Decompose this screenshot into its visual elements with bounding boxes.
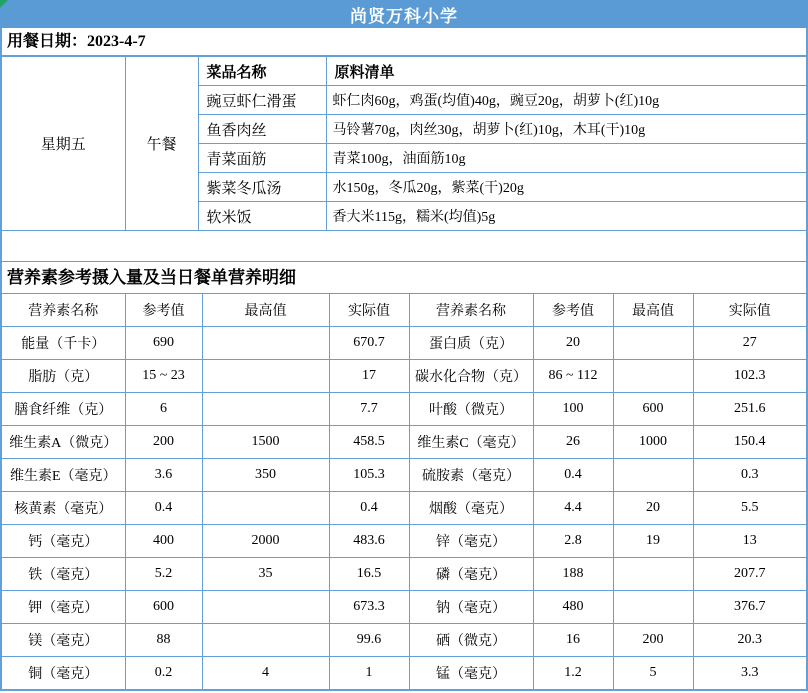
nutrition-row bbox=[1, 492, 807, 525]
reference-value: 86 ~ 112 bbox=[533, 360, 613, 393]
actual-value: 376.7 bbox=[693, 591, 807, 624]
nutrient-name: 维生素E（毫克） bbox=[1, 459, 125, 492]
dish-name: 青菜面筋 bbox=[198, 144, 326, 173]
max-value bbox=[613, 327, 693, 360]
max-value: 20 bbox=[613, 492, 693, 525]
title-bar bbox=[0, 0, 808, 28]
reference-value: 100 bbox=[533, 393, 613, 426]
reference-value: 15 ~ 23 bbox=[125, 360, 202, 393]
nutrition-header-row bbox=[1, 294, 807, 327]
max-value bbox=[613, 591, 693, 624]
meal-type-cell: 午餐 bbox=[125, 57, 198, 231]
reference-value: 26 bbox=[533, 426, 613, 459]
dish-name-header: 菜品名称 bbox=[198, 57, 326, 86]
max-value bbox=[613, 459, 693, 492]
max-value bbox=[202, 624, 329, 657]
corner-marker-icon bbox=[0, 0, 8, 8]
dish-ingredients: 马铃薯70g，肉丝30g，胡萝卜(红)10g，木耳(干)10g bbox=[326, 115, 807, 144]
max-value: 350 bbox=[202, 459, 329, 492]
nutrient-name: 锌（毫克） bbox=[409, 525, 533, 558]
nutrition-row bbox=[1, 360, 807, 393]
ingredients-header: 原料清单 bbox=[326, 57, 807, 86]
weekday-cell: 星期五 bbox=[1, 57, 125, 231]
col-header-max: 最高值 bbox=[613, 294, 693, 327]
reference-value: 1.2 bbox=[533, 657, 613, 690]
actual-value: 17 bbox=[329, 360, 409, 393]
nutrient-name: 铁（毫克） bbox=[1, 558, 125, 591]
nutrient-name: 维生素A（微克） bbox=[1, 426, 125, 459]
nutrition-section-title: 营养素参考摄入量及当日餐单营养明细 bbox=[0, 261, 808, 293]
reference-value: 690 bbox=[125, 327, 202, 360]
reference-value: 5.2 bbox=[125, 558, 202, 591]
max-value: 1500 bbox=[202, 426, 329, 459]
dish-name: 鱼香肉丝 bbox=[198, 115, 326, 144]
nutrient-name: 烟酸（毫克） bbox=[409, 492, 533, 525]
max-value: 4 bbox=[202, 657, 329, 690]
col-header-actual: 实际值 bbox=[329, 294, 409, 327]
nutrient-name: 能量（千卡） bbox=[1, 327, 125, 360]
nutrient-name: 钠（毫克） bbox=[409, 591, 533, 624]
reference-value: 3.6 bbox=[125, 459, 202, 492]
max-value: 19 bbox=[613, 525, 693, 558]
actual-value: 16.5 bbox=[329, 558, 409, 591]
max-value bbox=[613, 558, 693, 591]
max-value bbox=[613, 360, 693, 393]
reference-value: 4.4 bbox=[533, 492, 613, 525]
actual-value: 27 bbox=[693, 327, 807, 360]
dish-name: 紫菜冬瓜汤 bbox=[198, 173, 326, 202]
reference-value: 0.2 bbox=[125, 657, 202, 690]
max-value bbox=[202, 360, 329, 393]
actual-value: 673.3 bbox=[329, 591, 409, 624]
dish-name: 豌豆虾仁滑蛋 bbox=[198, 86, 326, 115]
actual-value: 7.7 bbox=[329, 393, 409, 426]
actual-value: 99.6 bbox=[329, 624, 409, 657]
dish-ingredients: 虾仁肉60g，鸡蛋(均值)40g，豌豆20g，胡萝卜(红)10g bbox=[326, 86, 807, 115]
max-value bbox=[202, 591, 329, 624]
actual-value: 251.6 bbox=[693, 393, 807, 426]
reference-value: 2.8 bbox=[533, 525, 613, 558]
nutrient-name: 脂肪（克） bbox=[1, 360, 125, 393]
reference-value: 0.4 bbox=[533, 459, 613, 492]
nutrient-name: 蛋白质（克） bbox=[409, 327, 533, 360]
col-header-reference: 参考值 bbox=[125, 294, 202, 327]
actual-value: 207.7 bbox=[693, 558, 807, 591]
menu-header-row bbox=[1, 57, 807, 86]
col-header-reference: 参考值 bbox=[533, 294, 613, 327]
max-value bbox=[202, 327, 329, 360]
nutrient-name: 镁（毫克） bbox=[1, 624, 125, 657]
nutrition-row bbox=[1, 459, 807, 492]
reference-value: 16 bbox=[533, 624, 613, 657]
nutrition-row bbox=[1, 525, 807, 558]
dish-ingredients: 香大米115g，糯米(均值)5g bbox=[326, 202, 807, 231]
reference-value: 480 bbox=[533, 591, 613, 624]
actual-value: 3.3 bbox=[693, 657, 807, 690]
meal-date-label: 用餐日期：2023-4-7 bbox=[0, 28, 808, 56]
reference-value: 400 bbox=[125, 525, 202, 558]
nutrient-name: 磷（毫克） bbox=[409, 558, 533, 591]
nutrition-row bbox=[1, 591, 807, 624]
col-header-nutrient: 营养素名称 bbox=[1, 294, 125, 327]
dish-ingredients: 水150g，冬瓜20g，紫菜(干)20g bbox=[326, 173, 807, 202]
nutrient-name: 锰（毫克） bbox=[409, 657, 533, 690]
actual-value: 458.5 bbox=[329, 426, 409, 459]
nutrient-name: 硫胺素（毫克） bbox=[409, 459, 533, 492]
nutrition-table bbox=[0, 293, 808, 691]
max-value: 35 bbox=[202, 558, 329, 591]
nutrient-name: 叶酸（微克） bbox=[409, 393, 533, 426]
nutrition-row bbox=[1, 426, 807, 459]
nutrition-row bbox=[1, 558, 807, 591]
actual-value: 13 bbox=[693, 525, 807, 558]
max-value: 2000 bbox=[202, 525, 329, 558]
reference-value: 6 bbox=[125, 393, 202, 426]
school-title: 尚贤万科小学 bbox=[350, 6, 458, 26]
col-header-max: 最高值 bbox=[202, 294, 329, 327]
nutrient-name: 硒（微克） bbox=[409, 624, 533, 657]
dish-name: 软米饭 bbox=[198, 202, 326, 231]
actual-value: 5.5 bbox=[693, 492, 807, 525]
nutrition-row bbox=[1, 327, 807, 360]
reference-value: 20 bbox=[533, 327, 613, 360]
max-value: 600 bbox=[613, 393, 693, 426]
reference-value: 88 bbox=[125, 624, 202, 657]
nutrient-name: 铜（毫克） bbox=[1, 657, 125, 690]
nutrition-row bbox=[1, 624, 807, 657]
spacer-row bbox=[0, 231, 808, 261]
actual-value: 0.3 bbox=[693, 459, 807, 492]
nutrient-name: 维生素C（毫克） bbox=[409, 426, 533, 459]
actual-value: 102.3 bbox=[693, 360, 807, 393]
max-value bbox=[202, 492, 329, 525]
col-header-nutrient: 营养素名称 bbox=[409, 294, 533, 327]
max-value: 200 bbox=[613, 624, 693, 657]
actual-value: 0.4 bbox=[329, 492, 409, 525]
actual-value: 1 bbox=[329, 657, 409, 690]
nutrition-row bbox=[1, 657, 807, 690]
actual-value: 670.7 bbox=[329, 327, 409, 360]
actual-value: 483.6 bbox=[329, 525, 409, 558]
nutrient-name: 膳食纤维（克） bbox=[1, 393, 125, 426]
menu-table bbox=[0, 56, 808, 231]
max-value bbox=[202, 393, 329, 426]
nutrient-name: 钾（毫克） bbox=[1, 591, 125, 624]
actual-value: 20.3 bbox=[693, 624, 807, 657]
reference-value: 0.4 bbox=[125, 492, 202, 525]
max-value: 5 bbox=[613, 657, 693, 690]
reference-value: 600 bbox=[125, 591, 202, 624]
col-header-actual: 实际值 bbox=[693, 294, 807, 327]
nutrition-row bbox=[1, 393, 807, 426]
nutrient-name: 碳水化合物（克） bbox=[409, 360, 533, 393]
dish-ingredients: 青菜100g，油面筋10g bbox=[326, 144, 807, 173]
reference-value: 200 bbox=[125, 426, 202, 459]
nutrient-name: 核黄素（毫克） bbox=[1, 492, 125, 525]
max-value: 1000 bbox=[613, 426, 693, 459]
reference-value: 188 bbox=[533, 558, 613, 591]
actual-value: 150.4 bbox=[693, 426, 807, 459]
nutrient-name: 钙（毫克） bbox=[1, 525, 125, 558]
actual-value: 105.3 bbox=[329, 459, 409, 492]
